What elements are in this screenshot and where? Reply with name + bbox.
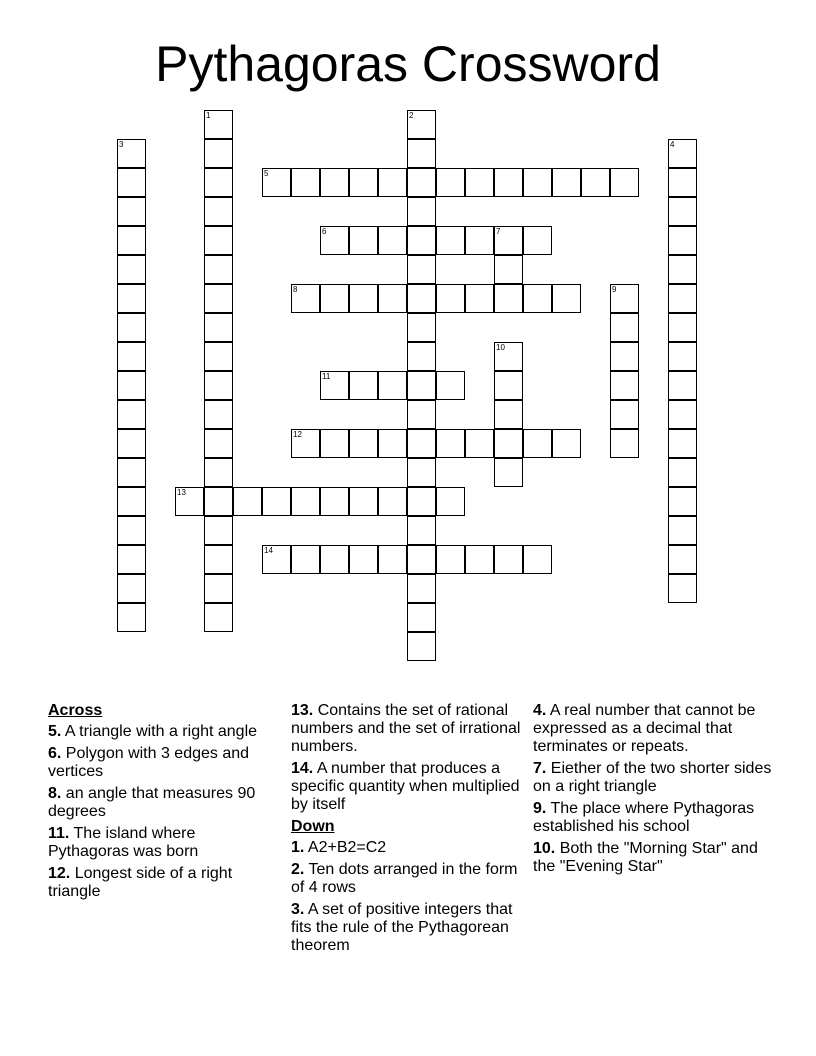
grid-cell[interactable] (291, 545, 320, 574)
grid-cell[interactable] (465, 226, 494, 255)
grid-cell[interactable] (117, 342, 146, 371)
grid-cell[interactable] (552, 284, 581, 313)
clue-across-13 (291, 702, 523, 756)
grid-cell[interactable] (494, 458, 523, 487)
grid-cell[interactable] (523, 284, 552, 313)
clue-column-2 (291, 702, 523, 959)
clue-text: A number that produces a specific quantity when multiplied by itself (291, 760, 520, 813)
grid-cell[interactable] (204, 429, 233, 458)
grid-cell[interactable] (610, 284, 639, 313)
clue-text: Longest side of a right triangle (48, 865, 233, 900)
grid-cell[interactable] (204, 371, 233, 400)
grid-cell[interactable] (117, 197, 146, 226)
grid-cell[interactable] (117, 458, 146, 487)
grid-cell[interactable] (204, 487, 233, 516)
clue-number: 10. (533, 840, 556, 857)
grid-cell[interactable] (610, 429, 639, 458)
grid-cell[interactable] (204, 313, 233, 342)
clue-down-7 (533, 760, 773, 796)
grid-cell[interactable] (378, 284, 407, 313)
grid-cell[interactable] (407, 429, 436, 458)
grid-cell[interactable] (204, 255, 233, 284)
page-title: Pythagoras Crossword (155, 36, 661, 92)
grid-cell[interactable] (668, 342, 697, 371)
grid-cell[interactable] (523, 226, 552, 255)
grid-cell[interactable] (668, 458, 697, 487)
grid-cell[interactable] (378, 545, 407, 574)
grid-cell[interactable] (668, 313, 697, 342)
grid-cell[interactable] (668, 284, 697, 313)
grid-cell[interactable] (581, 168, 610, 197)
clue-column-1 (48, 702, 273, 905)
grid-cell[interactable] (349, 545, 378, 574)
cell-number: 6 (322, 227, 327, 236)
grid-cell[interactable] (204, 226, 233, 255)
cell-number: 13 (177, 488, 186, 497)
grid-cell[interactable] (552, 168, 581, 197)
grid-cell[interactable] (494, 255, 523, 284)
clue-across-12 (48, 865, 273, 901)
grid-cell[interactable] (204, 284, 233, 313)
clue-number: 11. (48, 825, 70, 842)
grid-cell[interactable] (407, 342, 436, 371)
grid-cell[interactable] (117, 168, 146, 197)
grid-cell[interactable] (523, 168, 552, 197)
grid-cell[interactable] (407, 603, 436, 632)
grid-cell[interactable] (407, 313, 436, 342)
grid-cell[interactable] (668, 516, 697, 545)
grid-cell[interactable] (436, 371, 465, 400)
grid-cell[interactable] (204, 400, 233, 429)
grid-cell[interactable] (378, 487, 407, 516)
grid-cell[interactable] (378, 371, 407, 400)
grid-cell[interactable] (494, 400, 523, 429)
grid-cell[interactable] (204, 603, 233, 632)
clue-text: Eiether of the two shorter sides on a right triangle (533, 760, 772, 795)
grid-cell[interactable] (407, 110, 436, 139)
grid-cell[interactable] (204, 342, 233, 371)
grid-cell[interactable] (523, 545, 552, 574)
grid-cell[interactable] (117, 574, 146, 603)
grid-cell[interactable] (668, 139, 697, 168)
grid-cell[interactable] (204, 574, 233, 603)
grid-cell[interactable] (407, 516, 436, 545)
cell-number: 4 (670, 140, 675, 149)
grid-cell[interactable] (349, 487, 378, 516)
grid-cell[interactable] (668, 371, 697, 400)
grid-cell[interactable] (436, 168, 465, 197)
grid-cell[interactable] (117, 429, 146, 458)
grid-cell[interactable] (552, 429, 581, 458)
grid-cell[interactable] (320, 429, 349, 458)
clue-text: A triangle with a right angle (64, 723, 258, 740)
grid-cell[interactable] (233, 487, 262, 516)
clue-down-2 (291, 861, 523, 897)
grid-cell[interactable] (117, 226, 146, 255)
grid-cell[interactable] (407, 400, 436, 429)
grid-cell[interactable] (494, 168, 523, 197)
cell-number: 8 (293, 285, 298, 294)
grid-cell[interactable] (349, 429, 378, 458)
clue-number: 6. (48, 745, 62, 762)
grid-cell[interactable] (117, 284, 146, 313)
grid-cell[interactable] (117, 255, 146, 284)
grid-cell[interactable] (204, 168, 233, 197)
clue-text: Polygon with 3 edges and vertices (48, 745, 250, 780)
grid-cell[interactable] (407, 226, 436, 255)
clue-number: 5. (48, 723, 62, 740)
clue-across-6 (48, 745, 273, 781)
grid-cell[interactable] (465, 545, 494, 574)
grid-cell[interactable] (668, 429, 697, 458)
grid-cell[interactable] (436, 284, 465, 313)
cell-number: 14 (264, 546, 273, 555)
grid-cell[interactable] (436, 487, 465, 516)
grid-cell[interactable] (378, 168, 407, 197)
grid-cell[interactable] (610, 342, 639, 371)
grid-cell[interactable] (320, 487, 349, 516)
grid-cell[interactable] (523, 429, 552, 458)
grid-cell[interactable] (349, 168, 378, 197)
grid-cell[interactable] (465, 168, 494, 197)
clue-down-9 (533, 800, 773, 836)
grid-cell[interactable] (262, 545, 291, 574)
clue-text: A2+B2=C2 (307, 839, 387, 856)
cell-number: 3 (119, 140, 124, 149)
grid-cell[interactable] (378, 226, 407, 255)
cell-number: 2 (409, 111, 414, 120)
clue-number: 12. (48, 865, 71, 882)
clue-number: 2. (291, 861, 305, 878)
grid-cell[interactable] (117, 313, 146, 342)
grid-cell[interactable] (494, 545, 523, 574)
clue-text: A set of positive integers that fits the rule of the Pythagorean theorem (291, 901, 513, 954)
grid-cell[interactable] (610, 371, 639, 400)
grid-cell[interactable] (668, 545, 697, 574)
grid-cell[interactable] (117, 139, 146, 168)
grid-cell[interactable] (465, 429, 494, 458)
grid-cell[interactable] (320, 226, 349, 255)
grid-cell[interactable] (204, 139, 233, 168)
grid-cell[interactable] (407, 574, 436, 603)
grid-cell[interactable] (407, 487, 436, 516)
grid-cell[interactable] (204, 458, 233, 487)
grid-cell[interactable] (494, 371, 523, 400)
cell-number: 9 (612, 285, 617, 294)
grid-cell[interactable] (349, 284, 378, 313)
grid-cell[interactable] (291, 168, 320, 197)
grid-cell[interactable] (262, 168, 291, 197)
grid-cell[interactable] (610, 400, 639, 429)
grid-cell[interactable] (320, 284, 349, 313)
clue-across-5 (48, 723, 273, 741)
cell-number: 5 (264, 169, 269, 178)
clue-down-4 (533, 702, 773, 756)
grid-cell[interactable] (320, 545, 349, 574)
grid-cell[interactable] (117, 400, 146, 429)
grid-cell[interactable] (117, 371, 146, 400)
grid-cell[interactable] (668, 255, 697, 284)
grid-cell[interactable] (494, 284, 523, 313)
grid-cell[interactable] (204, 197, 233, 226)
grid-cell[interactable] (349, 371, 378, 400)
clue-text: Both the "Morning Star" and the "Evening Star" (533, 840, 758, 875)
grid-cell[interactable] (320, 168, 349, 197)
grid-cell[interactable] (407, 197, 436, 226)
clue-number: 3. (291, 901, 305, 918)
clue-across-14 (291, 760, 523, 814)
clue-text: an angle that measures 90 degrees (48, 785, 256, 820)
grid-cell[interactable] (204, 545, 233, 574)
grid-cell[interactable] (262, 487, 291, 516)
grid-cell[interactable] (436, 226, 465, 255)
grid-cell[interactable] (494, 429, 523, 458)
grid-cell[interactable] (117, 545, 146, 574)
grid-cell[interactable] (668, 400, 697, 429)
clue-number: 13. (291, 702, 314, 719)
clue-down-1 (291, 839, 523, 857)
grid-cell[interactable] (204, 110, 233, 139)
cell-number: 7 (496, 227, 501, 236)
grid-cell[interactable] (407, 632, 436, 661)
grid-cell[interactable] (175, 487, 204, 516)
clue-across-8 (48, 785, 273, 821)
grid-cell[interactable] (668, 226, 697, 255)
grid-cell[interactable] (465, 284, 494, 313)
grid-cell[interactable] (407, 371, 436, 400)
clue-text: The place where Pythagoras established his school (533, 800, 755, 835)
grid-cell[interactable] (407, 255, 436, 284)
grid-cell[interactable] (291, 284, 320, 313)
clue-number: 9. (533, 800, 547, 817)
grid-cell[interactable] (610, 168, 639, 197)
grid-cell[interactable] (668, 574, 697, 603)
grid-cell[interactable] (291, 429, 320, 458)
grid-cell[interactable] (407, 139, 436, 168)
clue-down-3 (291, 901, 523, 955)
cell-number: 11 (322, 372, 331, 381)
cell-number: 12 (293, 430, 302, 439)
across-heading: Across (48, 702, 103, 719)
grid-cell[interactable] (668, 168, 697, 197)
grid-cell[interactable] (204, 516, 233, 545)
grid-cell[interactable] (407, 545, 436, 574)
grid-cell[interactable] (320, 371, 349, 400)
clue-text: The island where Pythagoras was born (48, 825, 199, 860)
grid-cell[interactable] (668, 487, 697, 516)
clue-number: 14. (291, 760, 314, 777)
cell-number: 1 (206, 111, 211, 120)
grid-cell[interactable] (407, 458, 436, 487)
grid-cell[interactable] (117, 487, 146, 516)
grid-cell[interactable] (494, 342, 523, 371)
grid-cell[interactable] (668, 197, 697, 226)
grid-cell[interactable] (436, 545, 465, 574)
cell-number: 10 (496, 343, 505, 352)
grid-cell[interactable] (117, 516, 146, 545)
clue-across-11 (48, 825, 273, 861)
clue-number: 8. (48, 785, 62, 802)
clue-down-10 (533, 840, 773, 876)
grid-cell[interactable] (407, 284, 436, 313)
down-heading: Down (291, 818, 335, 835)
clue-text: Ten dots arranged in the form of 4 rows (291, 861, 518, 896)
grid-cell[interactable] (349, 226, 378, 255)
grid-cell[interactable] (436, 429, 465, 458)
grid-cell[interactable] (407, 168, 436, 197)
grid-cell[interactable] (610, 313, 639, 342)
clue-number: 1. (291, 839, 305, 856)
clue-number: 4. (533, 702, 547, 719)
grid-cell[interactable] (117, 603, 146, 632)
clue-text: Contains the set of rational numbers and the set of irrational numbers. (291, 702, 521, 755)
clue-text: A real number that cannot be expressed as a decimal that terminates or repeats. (533, 702, 756, 755)
clue-column-3 (533, 702, 773, 880)
clue-number: 7. (533, 760, 547, 777)
grid-cell[interactable] (494, 226, 523, 255)
grid-cell[interactable] (378, 429, 407, 458)
grid-cell[interactable] (291, 487, 320, 516)
